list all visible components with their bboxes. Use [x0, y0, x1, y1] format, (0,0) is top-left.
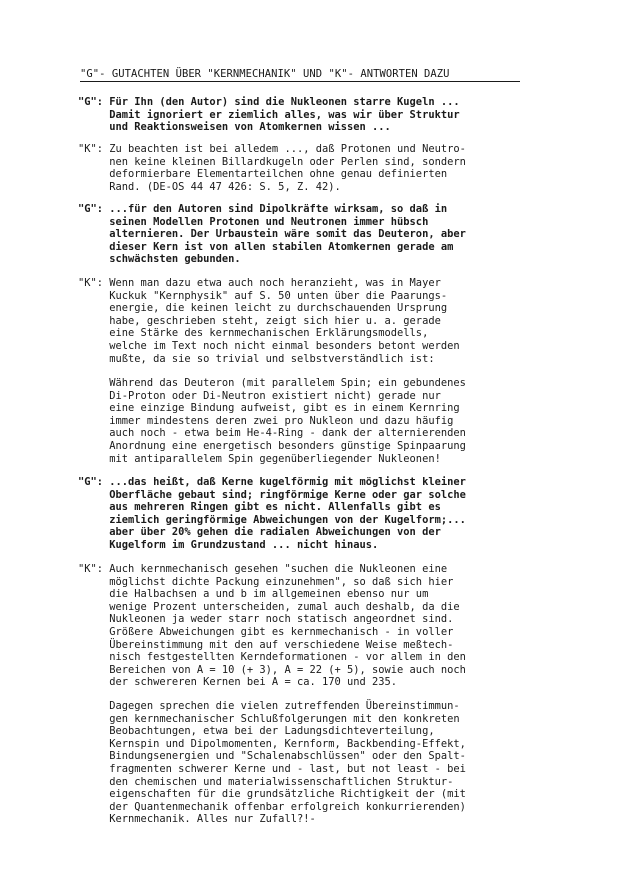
text-line: gen kernmechanischer Schlußfolgerungen mit den konkreten: [78, 712, 460, 725]
text-line: "G": Für Ihn (den Autor) sind die Nukleonen starre Kugeln ...: [78, 96, 460, 108]
text-line: energie, die keinen leicht zu durchschauenden Ursprung: [78, 302, 448, 315]
text-line: mit antiparallelem Spin gegenüberliegender Nukleonen!: [78, 452, 441, 465]
text-line: Kernspin und Dipolmomenten, Kernform, Backbending-Effekt,: [78, 737, 466, 750]
text-line: Übereinstimmung mit den auf verschiedene Weise meßtech-: [78, 638, 454, 651]
text-line: Anordnung eine energetisch besonders günstige Spinpaarung: [78, 439, 466, 452]
author-response-3: [78, 563, 558, 689]
text-line: Beobachtungen, etwa bei der Ladungsdichteverteilung,: [78, 725, 435, 738]
text-line: fragmenten schwerer Kerne und - last, but not least - bei: [78, 762, 466, 775]
text-line: Kuckuk "Kernphysik" auf S. 50 unten über die Paarungs-: [78, 289, 448, 302]
text-line: Dagegen sprechen die vielen zutreffenden Übereinstimmun-: [78, 700, 460, 712]
text-line: habe, geschrieben steht, zeigt sich hier u. a. gerade: [78, 314, 441, 327]
text-line: alternieren. Der Urbaustein wäre somit das Deuteron, aber: [78, 228, 466, 241]
reviewer-statement-1: [78, 96, 558, 134]
text-line: nen keine kleinen Billardkugeln oder Perlen sind, sondern: [78, 155, 466, 168]
text-line: eigenschaften für die grundsätzliche Richtigkeit der (mit: [78, 788, 466, 801]
text-line: Kernmechanik. Alles nur Zufall?!-: [78, 813, 316, 826]
text-line: Di-Proton oder Di-Neutron existiert nicht) gerade nur: [78, 389, 441, 402]
text-line: "K": Zu beachten ist bei alledem ..., daß Protonen und Neutro-: [78, 143, 466, 155]
text-line: Kugelform im Grundzustand ... nicht hinaus.: [78, 538, 379, 551]
text-line: Oberfläche gebaut sind; ringförmige Kerne oder gar solche: [78, 488, 466, 501]
author-response-1: [78, 143, 558, 193]
text-line: eine Stärke des kernmechanischen Erklärungsmodells,: [78, 327, 429, 340]
text-line: immer mindestens deren zwei pro Nukleon und dazu häufig: [78, 414, 454, 427]
text-line: den chemischen und materialwissenschaftlichen Struktur-: [78, 775, 454, 788]
text-line: welche im Text noch nicht einmal besonders betont werden: [78, 339, 460, 352]
text-line: wenige Prozent unterscheiden, zumal auch deshalb, da die: [78, 600, 460, 613]
reviewer-statement-3: [78, 476, 558, 552]
text-line: "K": Auch kernmechanisch gesehen "suchen die Nukleonen eine: [78, 563, 448, 575]
reviewer-statement-2: [78, 203, 558, 266]
text-line: schwächsten gebunden.: [78, 253, 241, 266]
text-line: Während das Deuteron (mit parallelem Spin; ein gebundenes: [78, 377, 466, 389]
text-line: nisch festgestellten Kerndeformationen - vor allem in den: [78, 651, 466, 664]
document-title: "G"- GUTACHTEN ÜBER "KERNMECHANIK" UND "K"- ANTWORTEN DAZU: [80, 68, 520, 82]
text-line: "G": ...für den Autoren sind Dipolkräfte wirksam, so daß in: [78, 203, 448, 215]
text-line: "G": ...das heißt, daß Kerne kugelförmig mit möglichst kleiner: [78, 476, 466, 488]
text-line: ziemlich geringförmige Abweichungen von der Kugelform;...: [78, 513, 466, 526]
text-line: seinen Modellen Protonen und Neutronen immer hübsch: [78, 215, 429, 228]
author-response-2: [78, 277, 558, 365]
text-line: dieser Kern ist von allen stabilen Atomkernen gerade am: [78, 240, 454, 253]
text-line: eine einzige Bindung aufweist, gibt es in einem Kernring: [78, 402, 460, 415]
text-line: mußte, da sie so trivial und selbstverständlich ist:: [78, 352, 435, 365]
text-line: und Reaktionsweisen von Atomkernen wissen ...: [78, 121, 391, 134]
author-response-3-continued: [78, 700, 558, 826]
text-line: der schwereren Kernen bei A = ca. 170 und 235.: [78, 676, 398, 689]
text-line: aber über 20% gehen die radialen Abweichungen von der: [78, 526, 441, 539]
author-response-2-continued: [78, 377, 558, 465]
text-line: Rand. (DE-OS 44 47 426: S. 5, Z. 42).: [78, 180, 341, 193]
text-line: Größere Abweichungen gibt es kernmechanisch - in voller: [78, 625, 454, 638]
text-line: auch noch - etwa beim He-4-Ring - dank der alternierenden: [78, 427, 466, 440]
text-line: "K": Wenn man dazu etwa auch noch heranzieht, was in Mayer: [78, 277, 441, 289]
text-line: der Quantenmechanik offenbar erfolgreich konkurrierenden): [78, 800, 466, 813]
text-line: Damit ignoriert er ziemlich alles, was wir über Struktur: [78, 108, 460, 121]
text-line: die Halbachsen a und b im allgemeinen ebenso nur um: [78, 588, 429, 601]
text-line: Bereichen von A = 10 (+ 3), A = 22 (+ 5), sowie auch noch: [78, 663, 466, 676]
text-line: möglichst dichte Packung einzunehmen", so daß sich hier: [78, 575, 454, 588]
text-line: deformierbare Elementarteilchen ohne genau definierten: [78, 168, 448, 181]
text-line: Bindungsenergien und "Schalenabschlüssen" oder den Spalt-: [78, 750, 466, 763]
text-line: aus mehreren Ringen gibt es nicht. Allenfalls gibt es: [78, 501, 441, 514]
text-line: Nukleonen ja weder starr noch statisch angeordnet sind.: [78, 613, 454, 626]
